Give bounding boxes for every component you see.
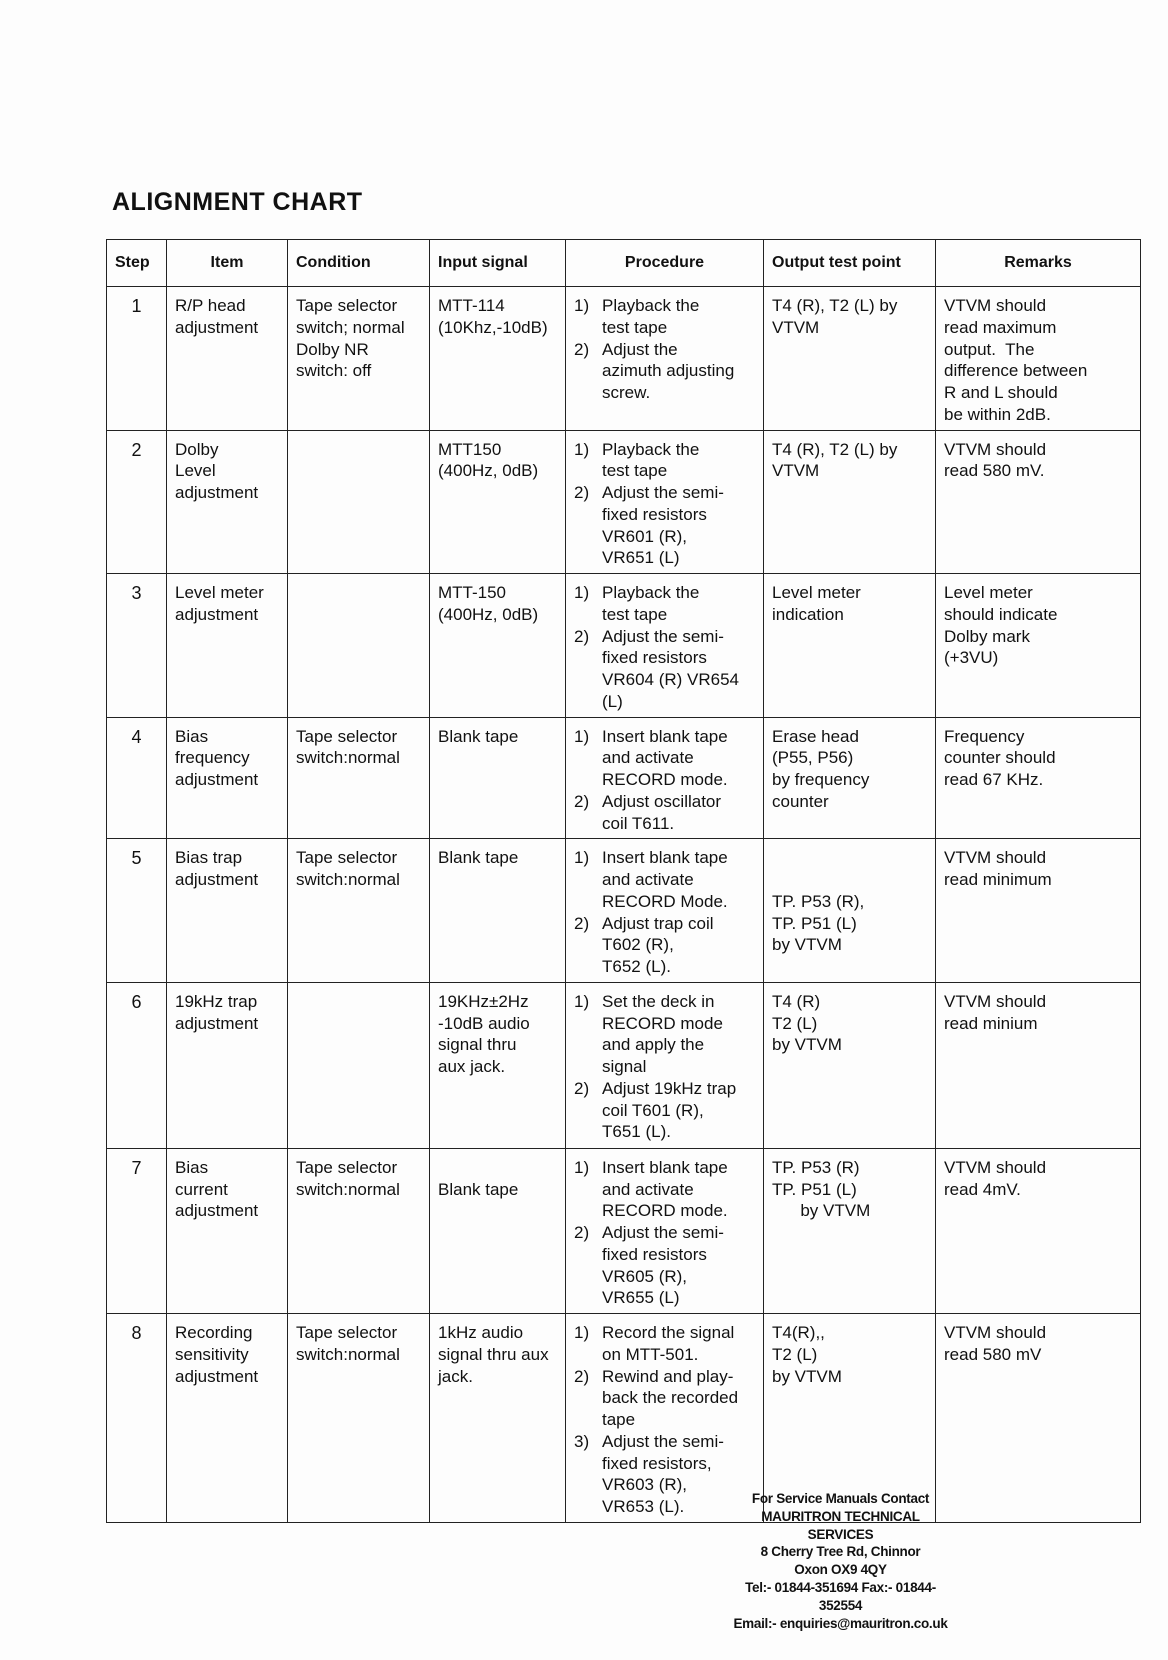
item-cell [167, 839, 288, 983]
chart-body [107, 287, 1141, 1523]
table-row [107, 574, 1141, 718]
procedure-cell [566, 717, 764, 839]
output-test-point-cell-text: Level meter indication [772, 583, 861, 624]
procedure-cell [566, 430, 764, 574]
table-row [107, 287, 1141, 431]
procedure-step [574, 582, 755, 626]
remarks-cell-text: Level meter should indicate Dolby mark (+3VU) [944, 583, 1058, 668]
output-test-point-cell-text: TP. P53 (R) TP. P51 (L) by VTVM [772, 1157, 871, 1221]
remarks-cell [936, 1314, 1141, 1523]
output-test-point-cell-text: Erase head (P55, P56) by frequency counter [772, 726, 870, 811]
procedure-step [574, 1366, 755, 1431]
input-signal-cell [430, 1314, 566, 1523]
procedure-cell [566, 574, 764, 718]
output-test-point-cell [764, 574, 936, 718]
procedure-step-text: Adjust oscillator coil T611. [602, 791, 722, 833]
procedure-step-number: 1) [574, 991, 590, 1011]
header-row [107, 240, 1141, 287]
condition-cell [288, 430, 430, 574]
input-signal-cell [430, 574, 566, 718]
item-cell [167, 717, 288, 839]
procedure-step-number: 1) [574, 439, 590, 459]
table-row [107, 839, 1141, 983]
condition-cell-text: Tape selector switch:normal [296, 848, 400, 889]
procedure-step-text: Insert blank tape and activate RECORD mode. [602, 726, 728, 789]
procedure-step [574, 295, 755, 339]
item-cell-text: Bias current adjustment [175, 1157, 259, 1221]
output-test-point-cell-text: T4(R),, T2 (L) by VTVM [772, 1323, 842, 1386]
step-cell [107, 430, 167, 574]
procedure-step-text: Rewind and play- back the recorded tape [602, 1366, 739, 1429]
procedure-cell [566, 1148, 764, 1313]
output-test-point-cell [764, 839, 936, 983]
procedure-step-text: Playback the test tape [602, 583, 700, 624]
output-test-point-cell-text: T4 (R), T2 (L) by VTVM [772, 439, 898, 481]
header-remarks: Remarks [936, 240, 1141, 287]
procedure-step-number: 1) [574, 1323, 590, 1342]
procedure-step [574, 626, 755, 713]
procedure-step [574, 1322, 755, 1366]
header-step: Step [107, 240, 167, 287]
contact-footer [728, 1490, 953, 1633]
item-cell-text: R/P head adjustment [175, 296, 259, 337]
condition-cell-text: Tape selector switch:normal [296, 726, 400, 768]
footer-email: Email:- enquiries@mauritron.co.uk [733, 1615, 948, 1631]
item-cell-text: Bias frequency adjustment [175, 726, 259, 789]
input-signal-cell-text: Blank tape [438, 726, 519, 746]
table-row [107, 1148, 1141, 1313]
procedure-step [574, 1078, 755, 1143]
output-test-point-cell [764, 1148, 936, 1313]
item-cell [167, 1314, 288, 1523]
step-cell [107, 982, 167, 1148]
header-input-signal: Input signal [430, 240, 566, 287]
procedure-step [574, 726, 755, 791]
step-cell [107, 839, 167, 983]
input-signal-cell [430, 287, 566, 431]
step-cell-text: 6 [131, 991, 142, 1012]
header-item: Item [167, 240, 288, 287]
output-test-point-cell [764, 287, 936, 431]
remarks-cell-text: VTVM should read maximum output. The difference between R and L should be within 2dB. [944, 296, 1088, 424]
item-cell-text: Bias trap adjustment [175, 848, 259, 889]
condition-cell [288, 717, 430, 839]
procedure-step [574, 913, 755, 978]
step-cell-text: 2 [131, 439, 142, 460]
procedure-step-number: 2) [574, 339, 590, 359]
item-cell [167, 574, 288, 718]
procedure-step-number: 2) [574, 1223, 590, 1242]
procedure-step [574, 1222, 755, 1309]
condition-cell [288, 1148, 430, 1313]
item-cell-text: Level meter adjustment [175, 583, 264, 624]
procedure-cell [566, 982, 764, 1148]
procedure-step-text: Set the deck in RECORD mode and apply the signal [602, 991, 723, 1076]
step-cell-text: 8 [131, 1323, 142, 1343]
procedure-step-number: 1) [574, 583, 590, 602]
procedure-step-number: 2) [574, 913, 590, 933]
footer-company: MAURITRON TECHNICAL SERVICES [761, 1508, 920, 1542]
procedure-step-number: 2) [574, 626, 590, 646]
condition-cell-text: Tape selector switch:normal [296, 1157, 400, 1199]
header-condition: Condition [288, 240, 430, 287]
input-signal-cell [430, 430, 566, 574]
remarks-cell [936, 839, 1141, 983]
condition-cell [288, 839, 430, 983]
output-test-point-cell-text: T4 (R), T2 (L) by VTVM [772, 296, 898, 337]
condition-cell [288, 574, 430, 718]
step-cell [107, 287, 167, 431]
step-cell-text: 7 [131, 1157, 142, 1178]
footer-line: For Service Manuals Contact [751, 1491, 930, 1506]
procedure-step-number: 2) [574, 791, 590, 811]
step-cell [107, 574, 167, 718]
input-signal-cell-text: 1kHz audio signal thru aux jack. [438, 1323, 549, 1386]
procedure-step-number: 2) [574, 1078, 590, 1098]
procedure-step-text: Adjust the semi- fixed resistors VR605 (R), VR655 (L) [602, 1223, 724, 1308]
procedure-step-text: Adjust trap coil T602 (R), T652 (L). [602, 913, 714, 976]
step-cell [107, 1148, 167, 1313]
procedure-step-number: 1) [574, 848, 590, 868]
input-signal-cell-text: Blank tape [438, 1179, 519, 1199]
procedure-step-number: 1) [574, 296, 590, 315]
item-cell [167, 287, 288, 431]
procedure-step-text: Adjust the semi- fixed resistors VR601 (R), VR651 (L) [602, 483, 724, 568]
input-signal-cell [430, 1148, 566, 1313]
remarks-cell [936, 574, 1141, 718]
footer-address: 8 Cherry Tree Rd, Chinnor [760, 1544, 921, 1560]
condition-cell-text: Tape selector switch:normal [296, 1323, 400, 1364]
procedure-step-number: 2) [574, 1366, 590, 1386]
remarks-cell [936, 717, 1141, 839]
item-cell-text: Recording sensitivity adjustment [175, 1323, 259, 1386]
output-test-point-cell-text: T4 (R) T2 (L) by VTVM [772, 991, 842, 1055]
header-output-test-point: Output test point [764, 240, 936, 287]
item-cell-text: 19kHz trap adjustment [175, 991, 259, 1033]
procedure-step [574, 991, 755, 1078]
condition-cell-text: Tape selector switch; normal Dolby NR switch: off [296, 296, 405, 381]
procedure-step-text: Insert blank tape and activate RECORD mode. [602, 1157, 728, 1221]
item-cell [167, 1148, 288, 1313]
input-signal-cell-text: MTT150 (400Hz, 0dB) [438, 439, 539, 481]
procedure-step-number: 2) [574, 483, 590, 502]
item-cell [167, 430, 288, 574]
procedure-step-number: 1) [574, 1157, 590, 1177]
remarks-cell [936, 1148, 1141, 1313]
table-row [107, 717, 1141, 839]
remarks-cell [936, 982, 1141, 1148]
remarks-cell [936, 430, 1141, 574]
page-title: ALIGNMENT CHART [112, 188, 363, 216]
output-test-point-cell [764, 982, 936, 1148]
input-signal-cell-text: 19KHz±2Hz -10dB audio signal thru aux jack. [438, 991, 530, 1076]
procedure-step-text: Adjust the semi- fixed resistors, VR603 (R), VR653 (L). [602, 1431, 724, 1516]
input-signal-cell [430, 839, 566, 983]
input-signal-cell-text: Blank tape [438, 848, 519, 868]
remarks-cell [936, 287, 1141, 431]
condition-cell [288, 1314, 430, 1523]
procedure-step-text: Adjust the semi- fixed resistors VR604 (R) VR654 (L) [602, 626, 740, 711]
procedure-step [574, 439, 755, 483]
remarks-cell-text: VTVM should read minium [944, 991, 1047, 1033]
procedure-step-text: Record the signal on MTT-501. [602, 1323, 735, 1364]
procedure-step-text: Insert blank tape and activate RECORD Mode. [602, 848, 728, 911]
footer-phone: Tel:- 01844-351694 Fax:- 01844-352554 [745, 1580, 936, 1613]
item-cell [167, 982, 288, 1148]
procedure-step [574, 791, 755, 835]
procedure-step-number: 1) [574, 726, 590, 746]
output-test-point-cell [764, 717, 936, 839]
table-row [107, 430, 1141, 574]
procedure-step-text: Playback the test tape [602, 296, 700, 337]
step-cell-text: 3 [131, 583, 142, 603]
condition-cell [288, 287, 430, 431]
procedure-step [574, 1157, 755, 1222]
step-cell [107, 1314, 167, 1523]
input-signal-cell-text: MTT-114 (10Khz,-10dB) [438, 296, 548, 337]
input-signal-cell-text: MTT-150 (400Hz, 0dB) [438, 583, 539, 624]
remarks-cell-text: Frequency counter should read 67 KHz. [944, 726, 1056, 789]
alignment-chart-table [106, 239, 1141, 1523]
input-signal-cell [430, 982, 566, 1148]
item-cell-text: Dolby Level adjustment [175, 439, 259, 502]
procedure-step-text: Adjust the azimuth adjusting screw. [602, 339, 735, 402]
procedure-step [574, 339, 755, 404]
remarks-cell-text: VTVM should read 4mV. [944, 1157, 1047, 1199]
step-cell-text: 1 [131, 296, 142, 316]
remarks-cell-text: VTVM should read 580 mV [944, 1323, 1047, 1364]
table-row [107, 1314, 1141, 1523]
output-test-point-cell-text: TP. P53 (R), TP. P51 (L) by VTVM [772, 891, 865, 955]
procedure-step [574, 482, 755, 569]
condition-cell [288, 982, 430, 1148]
header-procedure: Procedure [566, 240, 764, 287]
output-test-point-cell [764, 430, 936, 574]
procedure-step [574, 847, 755, 912]
step-cell [107, 717, 167, 839]
procedure-step-number: 3) [574, 1431, 590, 1451]
procedure-step-text: Playback the test tape [602, 439, 700, 481]
remarks-cell-text: VTVM should read 580 mV. [944, 439, 1047, 481]
procedure-cell [566, 839, 764, 983]
input-signal-cell [430, 717, 566, 839]
procedure-step-text: Adjust 19kHz trap coil T601 (R), T651 (L). [602, 1078, 737, 1142]
footer-postcode: Oxon OX9 4QY [794, 1562, 887, 1578]
step-cell-text: 4 [131, 726, 142, 747]
remarks-cell-text: VTVM should read minimum [944, 848, 1052, 889]
step-cell-text: 5 [131, 848, 142, 869]
table-row [107, 982, 1141, 1148]
procedure-cell [566, 287, 764, 431]
